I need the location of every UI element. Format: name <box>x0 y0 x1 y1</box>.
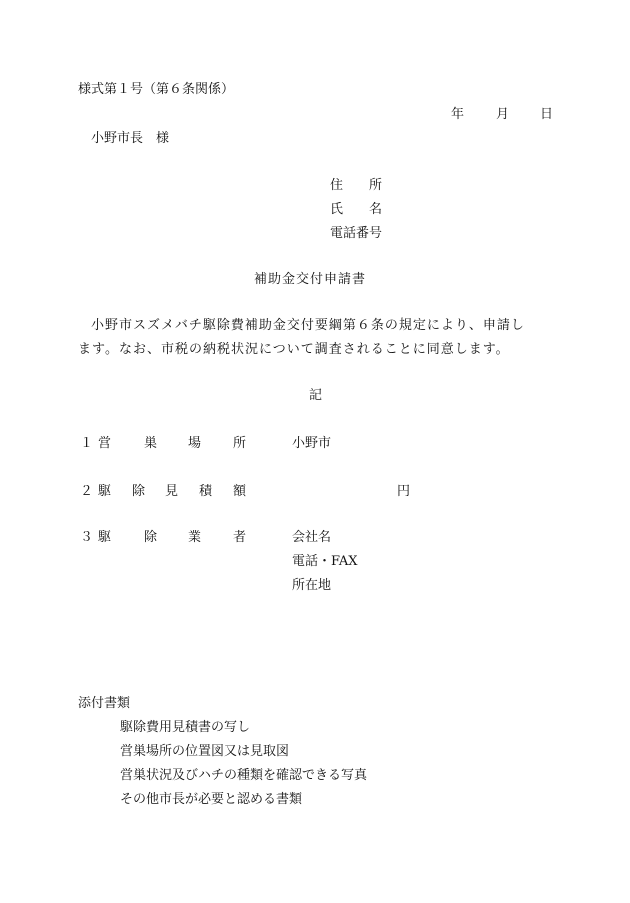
item-2-label-char: 積 <box>199 484 213 499</box>
item-2-label-char: 駆 <box>98 484 112 499</box>
ki-heading: 記 <box>309 388 323 403</box>
address-label: 住 所 <box>330 178 383 193</box>
addressee: 小野市長 様 <box>91 131 170 146</box>
item-3-label-char: 除 <box>144 530 158 545</box>
item-3-label-char: 者 <box>233 530 247 545</box>
contractor-phone-fax-label: 電話・FAX <box>292 554 358 569</box>
attachment-item: 営巣場所の位置図又は見取図 <box>120 744 290 759</box>
date-year-label: 年 <box>451 107 465 122</box>
body-line-2: ます。なお、市税の納税状況について調査されることに同意します。 <box>78 342 510 357</box>
attachment-item: その他市長が必要と認める書類 <box>120 792 303 807</box>
date-month-label: 月 <box>496 107 510 122</box>
item-1-label-char: 営 <box>98 436 112 451</box>
item-1-label-char: 巣 <box>144 436 158 451</box>
date-day-label: 日 <box>540 107 554 122</box>
item-2-unit: 円 <box>397 484 411 499</box>
contractor-location-label: 所在地 <box>292 578 332 593</box>
item-1-number: １ <box>80 436 94 451</box>
item-3-number: ３ <box>80 530 94 545</box>
name-label: 氏 名 <box>330 202 383 217</box>
item-2-label-char: 額 <box>233 484 247 499</box>
item-1-label-char: 場 <box>188 436 202 451</box>
attachment-item: 駆除費用見積書の写し <box>120 720 251 735</box>
phone-label: 電話番号 <box>330 226 383 241</box>
item-2-number: ２ <box>80 484 94 499</box>
item-2-label-char: 見 <box>165 484 179 499</box>
body-line-1: 小野市スズメバチ駆除費補助金交付要綱第６条の規定により、申請し <box>91 318 525 333</box>
item-1-value: 小野市 <box>292 436 332 451</box>
contractor-company-label: 会社名 <box>292 530 332 545</box>
item-2-label-char: 除 <box>132 484 146 499</box>
item-1-label-char: 所 <box>233 436 247 451</box>
attachments-heading: 添付書類 <box>78 696 131 711</box>
attachment-item: 営巣状況及びハチの種類を確認できる写真 <box>120 768 368 783</box>
item-3-label-char: 業 <box>188 530 202 545</box>
item-3-label-char: 駆 <box>98 530 112 545</box>
document-title: 補助金交付申請書 <box>254 272 367 287</box>
form-number: 様式第１号（第６条関係） <box>78 82 235 97</box>
